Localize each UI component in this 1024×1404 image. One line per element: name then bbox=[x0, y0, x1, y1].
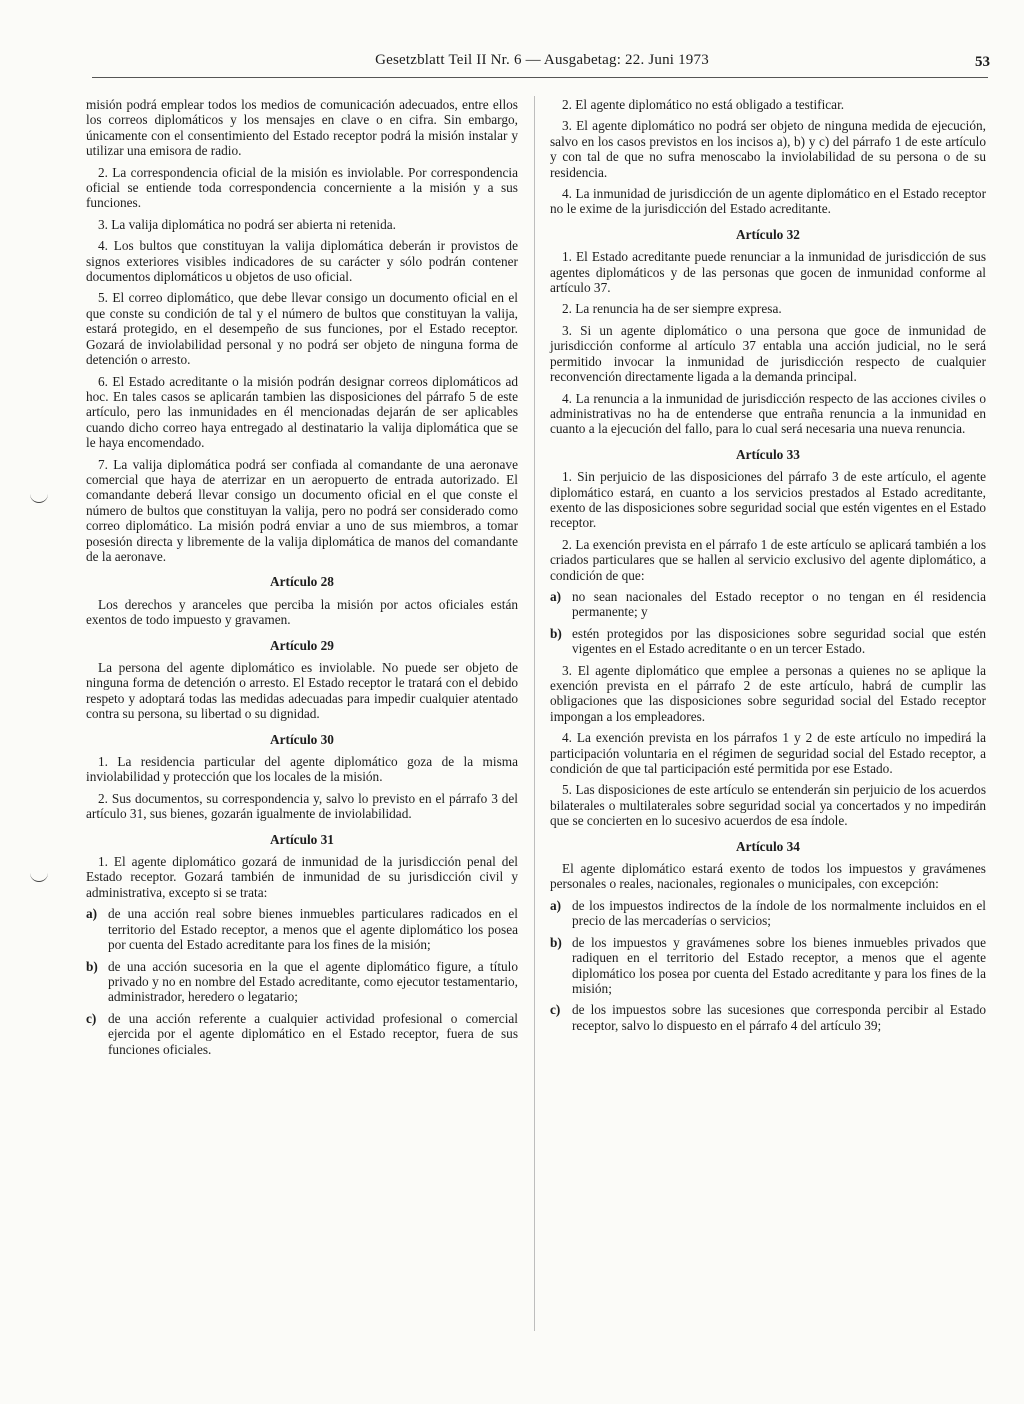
paragraph: 5. Las disposiciones de este artículo se entenderán sin perjuicio de los acuerdos bilaterales o multilaterales sobre seguridad social ya concertados y no impedirán que se concierten en lo sucesivo acuerdos de esa índole. bbox=[550, 782, 986, 829]
page-number: 53 bbox=[975, 54, 990, 70]
paragraph: 2. La correspondencia oficial de la misión es inviolable. Por correspondencia oficial se entiende toda correspondencia concerniente a la misión y a sus funciones. bbox=[86, 164, 518, 211]
list-letter: b) bbox=[550, 934, 562, 950]
article-heading: Artículo 29 bbox=[270, 637, 334, 653]
article-heading: Artículo 30 bbox=[270, 731, 334, 747]
list-letter: a) bbox=[550, 897, 562, 913]
article-heading: Artículo 28 bbox=[270, 574, 334, 590]
list-text: de una acción real sobre bienes inmuebles particulares radicados en el territorio del Estado receptor, a menos que el agente diplomático los posea por cuenta del Estado acreditante para los fines de la misión; bbox=[108, 906, 518, 953]
list-text: de una acción referente a cualquier actividad profesional o comercial ejercida por el agente diplomático en el Estado receptor, fuera de sus funciones oficiales. bbox=[108, 1010, 518, 1057]
paragraph: 3. El agente diplomático no podrá ser objeto de ninguna medida de ejecución, salvo en los casos previstos en los incisos a), b) y c) del párrafo 1 de este artículo y con tal de que no sufra menoscabo la inviolabilidad de su persona o de su residencia. bbox=[550, 118, 986, 180]
paragraph: La persona del agente diplomático es inviolable. No puede ser objeto de ninguna forma de detención o arresto. El Estado receptor le tratará con el debido respeto y adoptará todas las medidas adecuadas para impedir cualquier atentado contra su persona, su libertad o su dignidad. bbox=[86, 660, 518, 722]
list-text: de los impuestos indirectos de la índole de los normalmente incluidos en el precio de las mercaderías o servicios; bbox=[572, 897, 986, 929]
paragraph: 4. La inmunidad de jurisdicción de un agente diplomático en el Estado receptor no le exime de la jurisdicción del Estado acreditante. bbox=[550, 186, 986, 217]
margin-mark bbox=[30, 873, 48, 882]
paragraph: 4. La renuncia a la inmunidad de jurisdicción respecto de las acciones civiles o administrativas no ha de entenderse que entraña renuncia a la inmunidad en cuanto a la ejecución del fallo, para lo cual será necesaria una nueva renuncia. bbox=[550, 390, 986, 437]
article-heading: Artículo 33 bbox=[736, 446, 800, 462]
list-letter: b) bbox=[550, 625, 562, 641]
list-letter: b) bbox=[86, 958, 98, 974]
list-text: de los impuestos sobre las sucesiones que corresponda percibir al Estado receptor, salvo lo dispuesto en el párrafo 4 del artículo 39; bbox=[572, 1002, 986, 1033]
list-letter: a) bbox=[86, 906, 98, 922]
list-item bbox=[86, 1011, 518, 1057]
paragraph: 1. Sin perjuicio de las disposiciones del párrafo 3 de este artículo, el agente diplomático estará, en cuanto a los servicios prestados al Estado acreditante, exento de las disposiciones sobre seguridad social que estén vigentes en el Estado receptor. bbox=[550, 469, 986, 531]
paragraph: 1. La residencia particular del agente diplomático goza de la misma inviolabilidad y protección que los locales de la misión. bbox=[86, 754, 518, 785]
paragraph: 1. El Estado acreditante puede renunciar a la inmunidad de jurisdicción de sus agentes diplomáticos y de las personas que gocen de inmunidad conforme al artículo 37. bbox=[550, 249, 986, 296]
right-column bbox=[550, 97, 986, 1039]
list-item bbox=[550, 898, 986, 929]
article-heading: Artículo 31 bbox=[270, 831, 334, 847]
article-heading: Artículo 34 bbox=[736, 838, 800, 854]
list-item bbox=[550, 935, 986, 997]
list-text: de una acción sucesoria en la que el agente diplomático figure, a título privado y no en nombre del Estado acreditante, como ejecutor testamentario, administrador, heredero o legatario; bbox=[108, 958, 518, 1005]
list-text: estén protegidos por las disposiciones sobre seguridad social que estén vigentes en el Estado acreditante o en un tercer Estado. bbox=[572, 625, 986, 657]
paragraph: 7. La valija diplomática podrá ser confiada al comandante de una aeronave comercial que haya de aterrizar en un aeropuerto de entrada autorizado. El comandante deberá llevar consigo un documento oficial en el que conste el número de bultos que constituyan la valija, pero no podrá ser considerado como correo diplomático. La misión podrá enviar a uno de sus miembros, a tomar posesión directa y libremente de la valija diplomática de manos del comandante de la aeronave. bbox=[86, 456, 518, 564]
header-rule bbox=[92, 77, 988, 78]
paragraph: El agente diplomático estará exento de todos los impuestos y gravámenes personales o reales, nacionales, regionales o municipales, con excepción: bbox=[550, 861, 986, 892]
column-divider bbox=[534, 96, 535, 1331]
list-item bbox=[550, 1002, 986, 1033]
list-text: de los impuestos y gravámenes sobre los bienes inmuebles privados que radiquen en el territorio del Estado receptor, a menos que el agente diplomático los posea por cuenta del Estado acreditante y para los fines de la misión; bbox=[572, 934, 986, 996]
list-item bbox=[550, 626, 986, 657]
paragraph: 6. El Estado acreditante o la misión podrán designar correos diplomáticos ad hoc. En tales casos se aplicarán tambien las disposiciones del párrafo 5 de este artículo, pero las inmunidades en él mencionadas dejarán de ser aplicables cuando dicho correo haya entregado al destinatario la valija diplomática que se le haya encomendado. bbox=[86, 373, 518, 451]
list-letter: c) bbox=[86, 1010, 97, 1026]
paragraph: 3. La valija diplomática no podrá ser abierta ni retenida. bbox=[98, 216, 396, 232]
list-item bbox=[86, 906, 518, 952]
list-letter: c) bbox=[550, 1002, 561, 1018]
paragraph: Los derechos y aranceles que perciba la misión por actos oficiales están exentos de todo impuesto y gravamen. bbox=[86, 596, 518, 628]
paragraph: 2. La exención prevista en el párrafo 1 de este artículo se aplicará también a los criados particulares que se hallen al servicio exclusivo del agente diplomático, a condición de que: bbox=[550, 536, 986, 583]
paragraph: 1. El agente diplomático gozará de inmunidad de la jurisdicción penal del Estado receptor. Gozará también de inmunidad de su jurisdicción civil y administrativa, excepto si se trata: bbox=[86, 854, 518, 900]
left-column bbox=[86, 97, 518, 1063]
paragraph: 2. El agente diplomático no está obligado a testificar. bbox=[562, 97, 845, 112]
paragraph: 4. La exención prevista en los párrafos 1 y 2 de este artículo no impedirá la participación voluntaria en el régimen de seguridad social del Estado receptor, a condición de que tal participación esté permitida por ese Estado. bbox=[550, 730, 986, 777]
paragraph: 3. Si un agente diplomático o una persona que goce de inmunidad de jurisdicción conforme al artículo 37 entabla una acción judicial, no le será permitido invocar la inmunidad de jurisdicción respecto de cualquier reconvención directamente ligada a la demanda principal. bbox=[550, 322, 986, 385]
paragraph: 2. Sus documentos, su correspondencia y, salvo lo previsto en el párrafo 3 del artículo 31, sus bienes, gozarán igualmente de inviolabilidad. bbox=[86, 790, 518, 822]
list-item bbox=[86, 959, 518, 1005]
article-heading: Artículo 32 bbox=[736, 226, 800, 242]
header-title: Gesetzblatt Teil II Nr. 6 — Ausgabetag: 22. Juni 1973 bbox=[375, 52, 709, 68]
margin-mark bbox=[30, 494, 48, 503]
paragraph: 2. La renuncia ha de ser siempre expresa. bbox=[562, 301, 782, 317]
page-header bbox=[92, 48, 992, 76]
list-letter: a) bbox=[550, 588, 562, 604]
paragraph: 5. El correo diplomático, que debe llevar consigo un documento oficial en el que conste su condición de tal y el número de bultos que constituyan la valija, estará protegido, en el desempeño de sus funciones, por el Estado receptor. Gozará de inviolabilidad personal y no podrá ser objeto de ninguna forma de detención o arresto. bbox=[86, 290, 518, 368]
paragraph: misión podrá emplear todos los medios de comunicación adecuados, entre ellos los correos diplomáticos y los mensajes en clave o en cifra. Sin embargo, únicamente con el consentimiento del Estado receptor podrá la misión instalar y utilizar una emisora de radio. bbox=[86, 97, 518, 159]
list-item bbox=[550, 589, 986, 620]
list-text: no sean nacionales del Estado receptor o no tengan en él residencia permanente; y bbox=[572, 588, 986, 620]
paragraph: 4. Los bultos que constituyan la valija diplomática deberán ir provistos de signos exteriores visibles indicadores de su carácter y sólo podrán contener documentos diplomáticos u objetos de uso oficial. bbox=[86, 238, 518, 285]
paragraph: 3. El agente diplomático que emplee a personas a quienes no se aplique la exención prevista en el párrafo 2 de este artículo, habrá de cumplir las obligaciones que las disposiciones sobre seguridad social del Estado receptor impongan a los empleadores. bbox=[550, 662, 986, 724]
